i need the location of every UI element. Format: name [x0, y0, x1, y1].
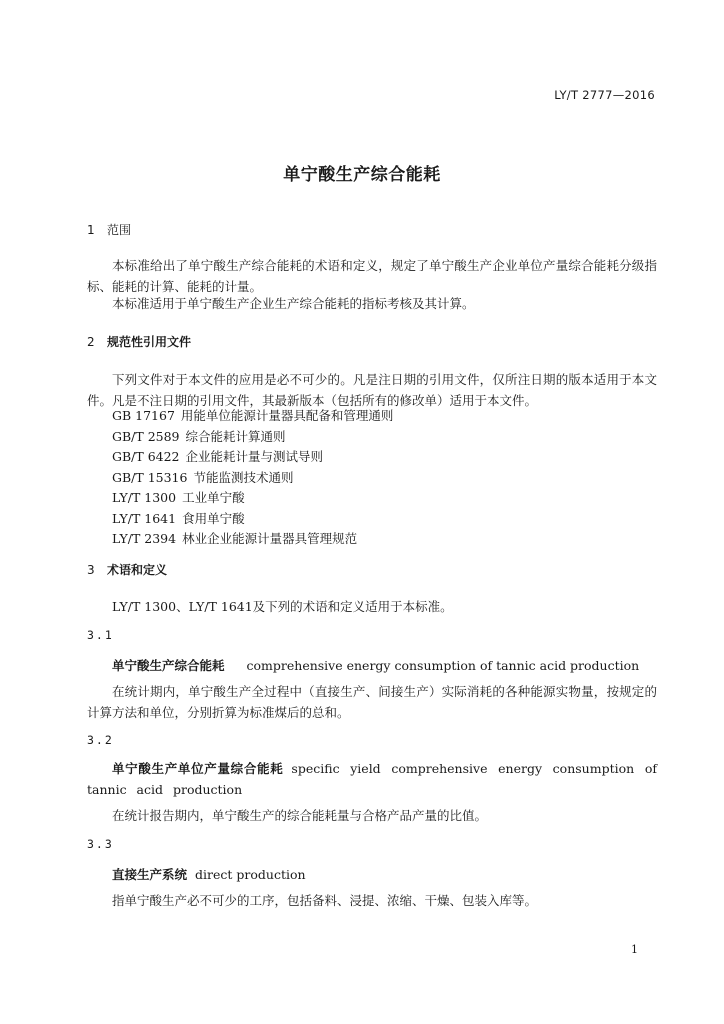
reference-item — [112, 447, 393, 468]
term-english: specific yield comprehensive energy consumption of tannic acid production — [87, 761, 657, 797]
reference-name: 综合能耗计算通则 — [185, 428, 286, 444]
reference-item — [112, 406, 393, 427]
reference-code: LY/T 2394 — [112, 531, 177, 546]
section-heading-terms — [87, 561, 167, 578]
term-definition: 指单宁酸生产必不可少的工序，包括备料、浸提、浓缩、干燥、包装入库等。 — [112, 893, 538, 908]
reference-code: LY/T 1641 — [112, 510, 177, 526]
reference-item — [112, 468, 393, 489]
reference-code: GB 17167 — [112, 408, 175, 423]
reference-name: 用能单位能源计量器具配备和管理通则 — [180, 408, 394, 423]
term-english: comprehensive energy consumption of tannic acid production — [246, 658, 640, 673]
reference-item — [112, 529, 393, 550]
term-english: direct production — [195, 867, 306, 882]
reference-name: 林业企业能源计量器具管理规范 — [182, 531, 358, 546]
reference-name: 工业单宁酸 — [182, 490, 245, 505]
section-number: 2 — [87, 335, 95, 349]
term-chinese: 单宁酸生产综合能耗 — [112, 658, 225, 673]
term-chinese: 直接生产系统 — [112, 867, 188, 882]
term-heading — [87, 758, 657, 800]
reference-code: GB/T 2589 — [112, 428, 180, 444]
document-title: 单宁酸生产综合能耗 — [283, 165, 441, 185]
section-number: 3 — [87, 563, 95, 577]
reference-list — [112, 406, 393, 550]
section-number: 1 — [87, 223, 95, 237]
term-chinese: 单宁酸生产单位产量综合能耗 — [112, 761, 284, 776]
section-heading-references — [87, 333, 191, 350]
scope-paragraph-2: 本标准适用于单宁酸生产企业生产综合能耗的指标考核及其计算。 — [112, 296, 475, 311]
page-number: 1 — [631, 943, 638, 956]
reference-item — [112, 427, 393, 448]
reference-item — [112, 509, 393, 530]
standard-code: LY/T 2777—2016 — [554, 88, 655, 102]
scope-paragraph-1: 本标准给出了单宁酸生产综合能耗的术语和定义，规定了单宁酸生产企业单位产量综合能耗分级指标、能耗的计算、能耗的计量。 — [87, 258, 657, 294]
section-title: 规范性引用文件 — [107, 335, 192, 349]
term-heading — [112, 865, 306, 883]
term-number: 3.1 — [87, 628, 114, 642]
term-number: 3.3 — [87, 837, 114, 851]
reference-code: GB/T 15316 — [112, 469, 188, 485]
section-title: 术语和定义 — [107, 563, 168, 577]
section-heading-scope — [87, 221, 131, 238]
terms-intro: LY/T 1300、LY/T 1641及下列的术语和定义适用于本标准。 — [112, 599, 453, 614]
reference-name: 节能监测技术通则 — [193, 469, 294, 485]
reference-item — [112, 488, 393, 509]
term-number: 3.2 — [87, 733, 114, 747]
reference-name: 企业能耗计量与测试导则 — [185, 449, 324, 464]
section-title: 范围 — [107, 223, 132, 237]
reference-code: LY/T 1300 — [112, 490, 177, 505]
reference-name: 食用单宁酸 — [182, 510, 245, 526]
references-intro: 下列文件对于本文件的应用是必不可少的。凡是注日期的引用文件，仅所注日期的版本适用于本文件。凡是不注日期的引用文件，其最新版本（包括所有的修改单）适用于本文件。 — [87, 372, 657, 408]
term-heading — [112, 656, 639, 674]
term-definition: 在统计报告期内，单宁酸生产的综合能耗量与合格产品产量的比值。 — [112, 808, 488, 823]
reference-code: GB/T 6422 — [112, 449, 180, 464]
term-definition: 在统计期内，单宁酸生产全过程中（直接生产、间接生产）实际消耗的各种能源实物量，按规定的计算方法和单位，分别折算为标准煤后的总和。 — [87, 684, 657, 720]
